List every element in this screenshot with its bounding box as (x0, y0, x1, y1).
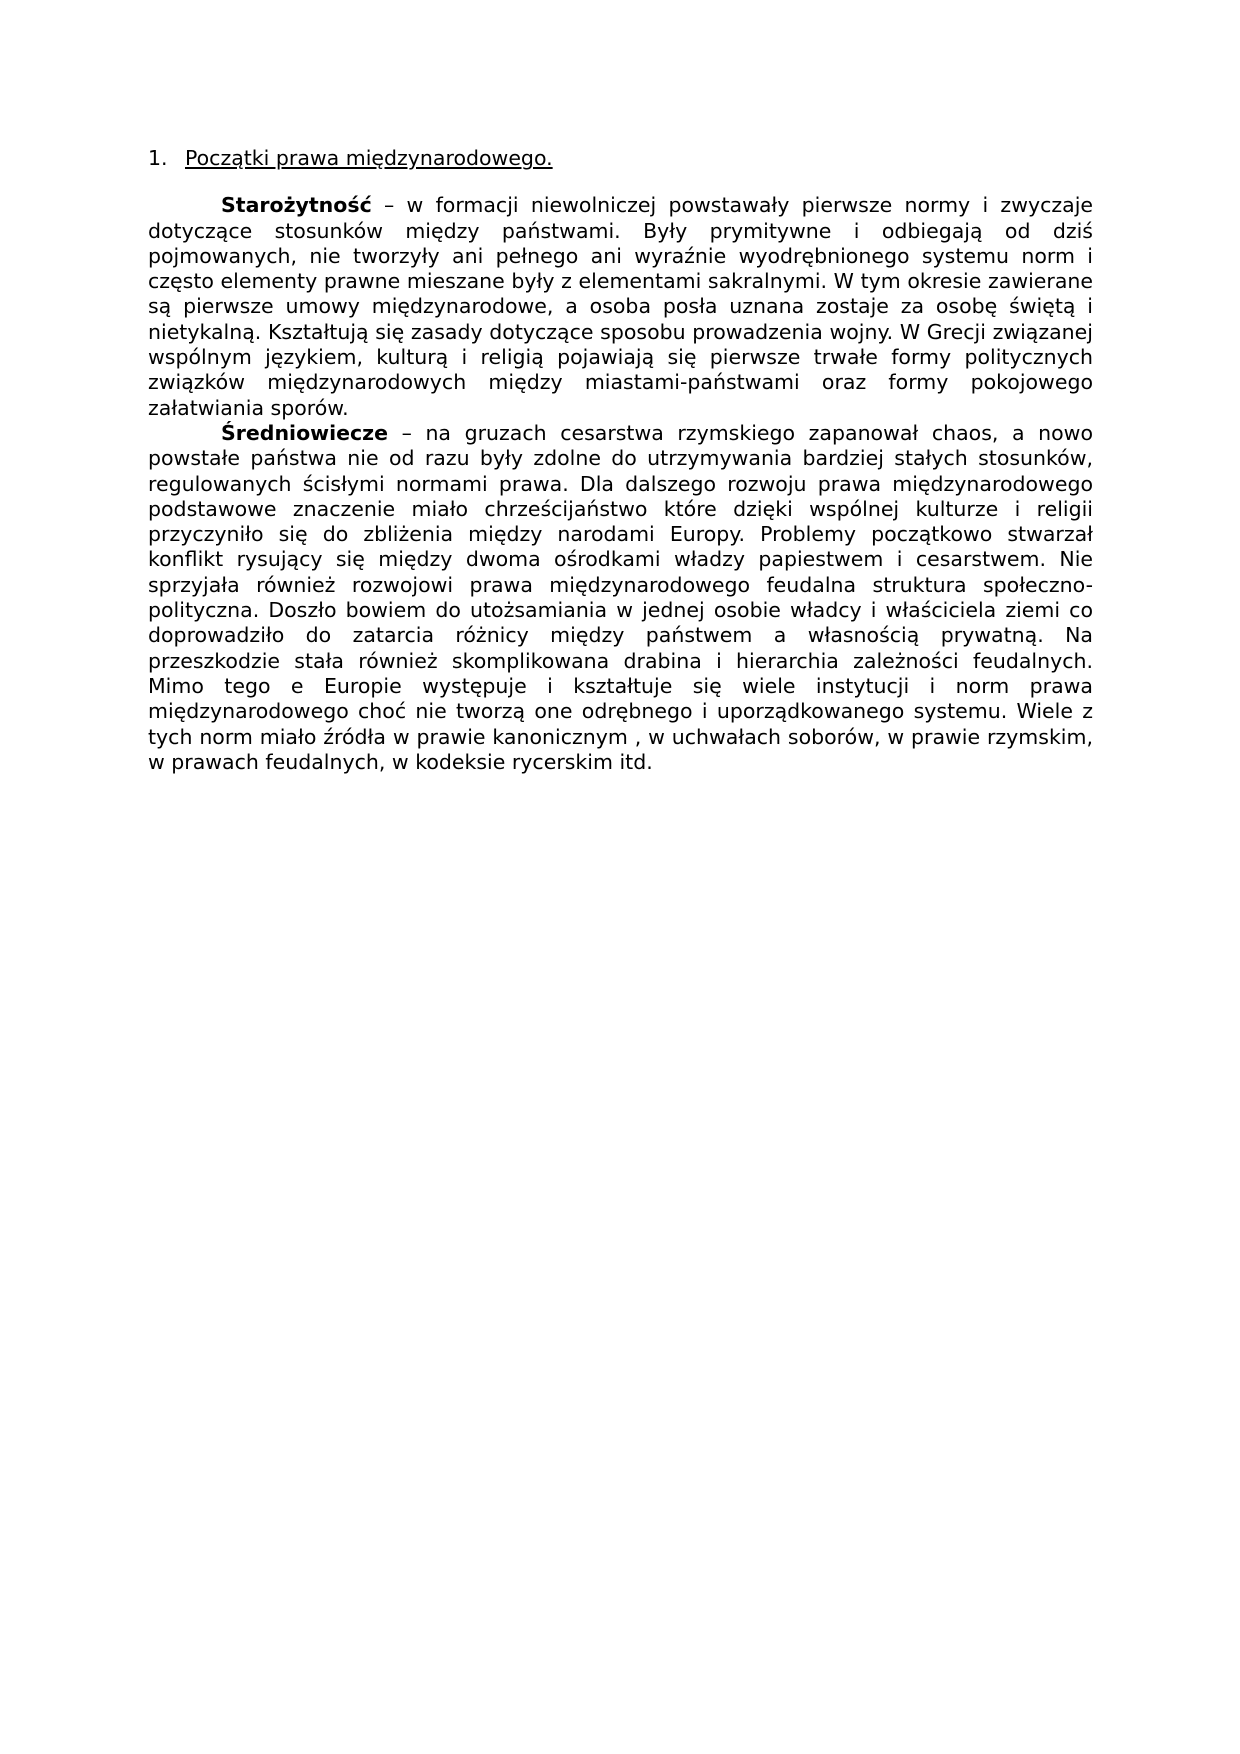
section-heading (148, 146, 1093, 171)
section-number: 1. (148, 146, 168, 170)
section-title: Początki prawa międzynarodowego. (185, 146, 553, 170)
term-middle-ages: Średniowiecze (221, 420, 389, 445)
term-antiquity: Starożytność (221, 193, 372, 218)
paragraph-antiquity (148, 193, 1093, 421)
paragraph-antiquity-text: – w formacji niewolniczej powstawały pierwsze normy i zwyczaje dotyczące stosunków między państwami. Były prymitywne i odbiegają od dziś pojmowanych, nie tworzyły ani pełnego ani wyraźnie wyodrębnionego systemu norm i często elementy prawne mieszane były z elementami sakralnymi. W tym okresie zawierane są pierwsze umowy międzynarodowe, a osoba posła uznana zostaje za osobę świętą i nietykalną. Kształtują się zasady dotyczące sposobu prowadzenia wojny. W Grecji związanej wspólnym językiem, kulturą i religią pojawiają się pierwsze trwałe formy politycznych związków międzynarodowych między miastami-państwami oraz formy pokojowego załatwiania sporów. (148, 193, 1093, 420)
paragraph-middle-ages-text: – na gruzach cesarstwa rzymskiego zapanował chaos, a nowo powstałe państwa nie od razu były zdolne do utrzymywania bardziej stałych stosunków, regulowanych ścisłymi normami prawa. Dla dalszego rozwoju prawa międzynarodowego podstawowe znaczenie miało chrześcijaństwo które dzięki wspólnej kulturze i religii przyczyniło się do zbliżenia między narodami Europy. Problemy początkowo stwarzał konflikt rysujący się między dwoma ośrodkami władzy papiestwem i cesarstwem. Nie sprzyjała również rozwojowi prawa międzynarodowego feudalna struktura społeczno-polityczna. Doszło bowiem do utożsamiania w jednej osobie władcy i właściciela ziemi co doprowadziło do zatarcia różnicy między państwem a własnością prywatną. Na przeszkodzie stała również skomplikowana drabina i hierarchia zależności feudalnych. Mimo tego e Europie występuje i kształtuje się wiele instytucji i norm prawa międzynarodowego choć nie tworzą one odrębnego i uporządkowanego systemu. Wiele z tych norm miało źródła w prawie kanonicznym , w uchwałach soborów, w prawie rzymskim, w prawach feudalnych, w kodeksie rycerskim itd. (148, 420, 1093, 774)
paragraph-middle-ages (148, 421, 1093, 775)
document-page (148, 146, 1093, 775)
